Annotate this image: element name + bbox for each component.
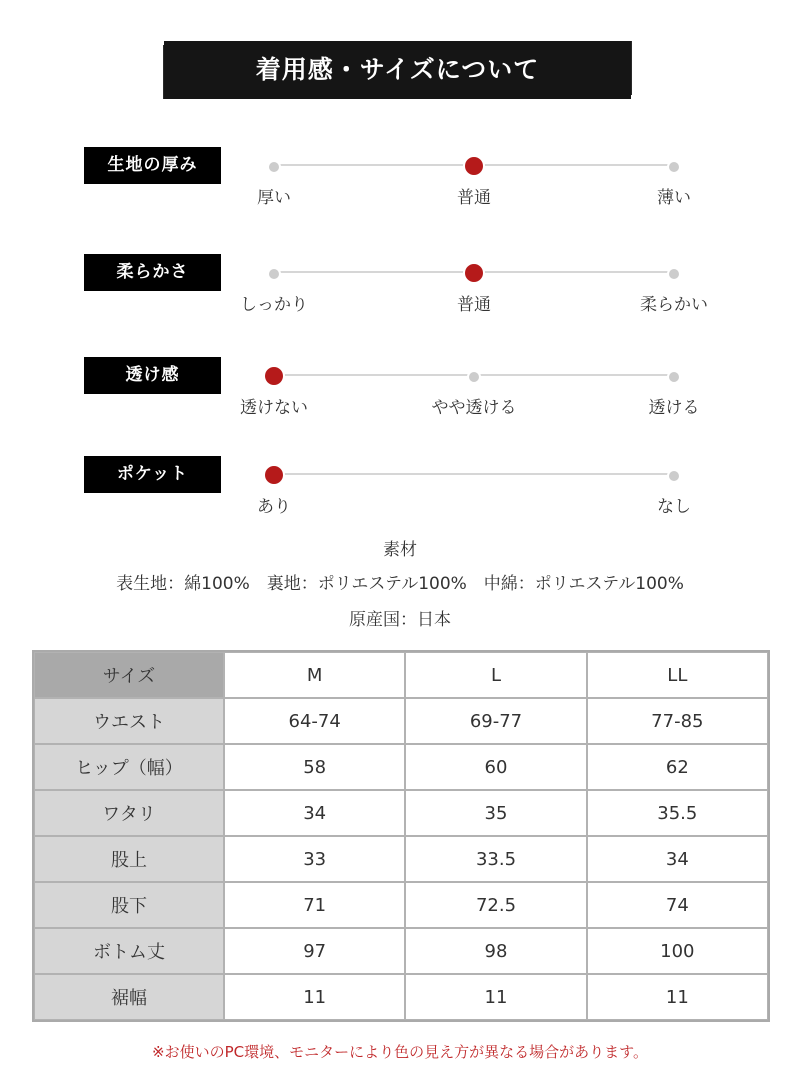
scale-option-label: 薄い [657, 188, 691, 208]
scale-label: 透け感 [84, 357, 221, 394]
scale-dot [667, 267, 681, 281]
scale-option-label: やや透ける [431, 398, 517, 418]
scale-option-label: 透ける [648, 398, 700, 418]
color-disclaimer: ※お使いのPC環境、モニターにより色の見え方が異なる場合があります。 [152, 1043, 648, 1061]
scale-option-label: しっかり [240, 295, 308, 315]
scale-row [0, 254, 800, 334]
measurement-value: 71 [224, 882, 405, 928]
measurement-value: 33 [224, 836, 405, 882]
scale-option-label: 柔らかい [640, 295, 708, 315]
measurement-value: 34 [587, 836, 768, 882]
measurement-value: 34 [224, 790, 405, 836]
scale-row [0, 456, 800, 536]
size-row [34, 698, 768, 744]
scale-option-label: 透けない [240, 398, 308, 418]
measurement-value: 64-74 [224, 698, 405, 744]
measurement-value: 72.5 [405, 882, 586, 928]
scale-track [274, 473, 674, 475]
scale-option-label: あり [257, 497, 291, 517]
scale-row [0, 147, 800, 227]
measurement-name: 股下 [34, 882, 224, 928]
size-row [34, 882, 768, 928]
scale-label: 生地の厚み [84, 147, 221, 184]
size-header-row [34, 652, 768, 698]
measurement-value: 11 [224, 974, 405, 1020]
scale-option-label: 厚い [257, 188, 291, 208]
scale-dot-selected [263, 464, 285, 486]
measurement-value: 33.5 [405, 836, 586, 882]
size-row [34, 790, 768, 836]
materials-origin: 原産国：日本 [349, 610, 451, 630]
scale-label: ポケット [84, 456, 221, 493]
measurement-name: ヒップ（幅） [34, 744, 224, 790]
size-corner-cell: サイズ [34, 652, 224, 698]
measurement-value: 77-85 [587, 698, 768, 744]
scale-dot [267, 160, 281, 174]
measurement-value: 35 [405, 790, 586, 836]
measurement-value: 11 [405, 974, 586, 1020]
measurement-value: 97 [224, 928, 405, 974]
size-row [34, 928, 768, 974]
measurement-value: 69-77 [405, 698, 586, 744]
measurement-value: 11 [587, 974, 768, 1020]
page-title: 着用感・サイズについて [166, 43, 629, 97]
measurement-value: 58 [224, 744, 405, 790]
scale-option-label: 普通 [457, 295, 491, 315]
scale-option-label: なし [657, 497, 691, 517]
scale-dot-selected [463, 262, 485, 284]
size-header-cell: LL [587, 652, 768, 698]
scale-row [0, 357, 800, 437]
materials-fabric: 表生地：綿100% 裏地：ポリエステル100% 中綿：ポリエステル100% [116, 574, 684, 594]
measurement-name: ボトム丈 [34, 928, 224, 974]
scale-label: 柔らかさ [84, 254, 221, 291]
scale-dot [467, 370, 481, 384]
scale-dot-selected [263, 365, 285, 387]
measurement-value: 74 [587, 882, 768, 928]
measurement-value: 100 [587, 928, 768, 974]
scale-dot [667, 370, 681, 384]
measurement-value: 62 [587, 744, 768, 790]
size-table [32, 650, 770, 1022]
size-row [34, 744, 768, 790]
measurement-value: 35.5 [587, 790, 768, 836]
measurement-value: 60 [405, 744, 586, 790]
scale-option-label: 普通 [457, 188, 491, 208]
materials-heading: 素材 [383, 540, 417, 560]
scale-dot [667, 469, 681, 483]
measurement-name: 裾幅 [34, 974, 224, 1020]
size-row [34, 974, 768, 1020]
size-header-cell: L [405, 652, 586, 698]
size-header-cell: M [224, 652, 405, 698]
size-row [34, 836, 768, 882]
measurement-name: ワタリ [34, 790, 224, 836]
scale-dot-selected [463, 155, 485, 177]
scale-dot [667, 160, 681, 174]
scale-dot [267, 267, 281, 281]
measurement-name: ウエスト [34, 698, 224, 744]
measurement-value: 98 [405, 928, 586, 974]
measurement-name: 股上 [34, 836, 224, 882]
